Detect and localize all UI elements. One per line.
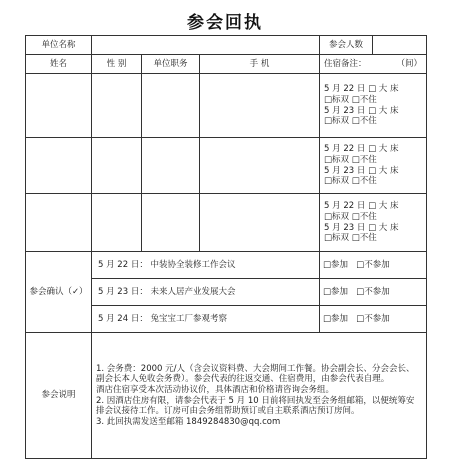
receipt-form bbox=[25, 35, 427, 459]
table-row bbox=[26, 194, 427, 252]
room-option-line: 5 月 23 日 □ 大 床 bbox=[324, 105, 399, 116]
meeting-options bbox=[320, 252, 427, 279]
col-lodging bbox=[320, 55, 427, 74]
position-field[interactable] bbox=[142, 138, 200, 194]
unit-name-label: 单位名称 bbox=[26, 36, 92, 55]
attendee-count-field[interactable] bbox=[373, 36, 426, 54]
room-option-line: 5 月 22 日 □ 大 床 bbox=[324, 144, 399, 155]
unit-row bbox=[26, 36, 427, 55]
room-option-line: 5 月 23 日 □ 大 床 bbox=[324, 222, 399, 233]
room-option-line: □标双 □不住 bbox=[324, 94, 377, 105]
note-item-1b: 酒店住宿享受本次活动协议价，具体酒店和价格请咨询会务组。 bbox=[96, 384, 335, 395]
room-option-line: 5 月 22 日 □ 大 床 bbox=[324, 84, 399, 95]
col-phone: 手 机 bbox=[200, 55, 320, 74]
gender-field[interactable] bbox=[92, 194, 142, 252]
name-field[interactable] bbox=[26, 74, 92, 138]
room-option-line: 5 月 23 日 □ 大 床 bbox=[324, 165, 399, 176]
notes-label: 参会说明 bbox=[26, 333, 92, 459]
room-option-line: □标双 □不住 bbox=[324, 116, 377, 127]
col-gender: 性 别 bbox=[92, 55, 142, 74]
meeting-text: 5 月 24 日： 兔宝宝工厂参观考察 bbox=[92, 306, 320, 333]
meeting-options bbox=[320, 279, 427, 306]
note-item-3: 3. 此回执需发送至邮箱 1849284830@qq.com bbox=[96, 416, 281, 427]
confirm-label: 参会确认（✓） bbox=[26, 252, 92, 333]
room-options[interactable] bbox=[320, 74, 427, 138]
room-option-line: □标双 □不住 bbox=[324, 154, 377, 165]
col-lodging-nights: （间） bbox=[396, 58, 423, 69]
gender-field[interactable] bbox=[92, 138, 142, 194]
table-row bbox=[26, 74, 427, 138]
meeting-text: 5 月 22 日： 中装协全装修工作会议 bbox=[92, 252, 320, 279]
phone-field[interactable] bbox=[200, 138, 320, 194]
name-field[interactable] bbox=[26, 138, 92, 194]
col-lodging-label: 住宿备注： bbox=[324, 58, 367, 69]
decline-checkbox[interactable]: □不参加 bbox=[356, 313, 390, 324]
name-field[interactable] bbox=[26, 194, 92, 252]
notes-content bbox=[92, 333, 427, 459]
table-row bbox=[26, 138, 427, 194]
note-item-1: 1. 会务费：2000 元/人（含会议资料费、大会期间工作餐。协会副会长、分会会长、副会长本人免收会务费）。参会代表的往返交通、住宿费用，由参会代表自理。 bbox=[96, 363, 415, 385]
room-option-line: □标双 □不住 bbox=[324, 176, 377, 187]
unit-name-field[interactable] bbox=[92, 36, 320, 55]
room-option-line: □标双 □不住 bbox=[324, 233, 377, 244]
decline-checkbox[interactable]: □不参加 bbox=[356, 259, 390, 270]
meeting-row bbox=[26, 252, 427, 279]
attendee-count-label: 参会人数 bbox=[320, 36, 373, 54]
attendee-count-cell bbox=[320, 36, 427, 55]
col-position: 单位职务 bbox=[142, 55, 200, 74]
phone-field[interactable] bbox=[200, 74, 320, 138]
meeting-text: 5 月 23 日： 未来人居产业发展大会 bbox=[92, 279, 320, 306]
meeting-options bbox=[320, 306, 427, 333]
col-name: 姓名 bbox=[26, 55, 92, 74]
room-option-line: □标双 □不住 bbox=[324, 211, 377, 222]
position-field[interactable] bbox=[142, 194, 200, 252]
gender-field[interactable] bbox=[92, 74, 142, 138]
position-field[interactable] bbox=[142, 74, 200, 138]
notes-row bbox=[26, 333, 427, 459]
attend-checkbox[interactable]: □参加 bbox=[323, 286, 349, 297]
room-options[interactable] bbox=[320, 138, 427, 194]
note-item-2: 2. 因酒店住房有限，请参会代表于 5 月 10 日前将回执发至会务组邮箱，以便统筹安排会议接待工作。订房可由会务组帮助预订或自主联系酒店预订房间。 bbox=[96, 395, 415, 417]
phone-field[interactable] bbox=[200, 194, 320, 252]
page-title: 参会回执 bbox=[187, 13, 263, 33]
room-options[interactable] bbox=[320, 194, 427, 252]
attend-checkbox[interactable]: □参加 bbox=[323, 313, 349, 324]
attend-checkbox[interactable]: □参加 bbox=[323, 259, 349, 270]
decline-checkbox[interactable]: □不参加 bbox=[356, 286, 390, 297]
column-header-row bbox=[26, 55, 427, 74]
room-option-line: 5 月 22 日 □ 大 床 bbox=[324, 201, 399, 212]
